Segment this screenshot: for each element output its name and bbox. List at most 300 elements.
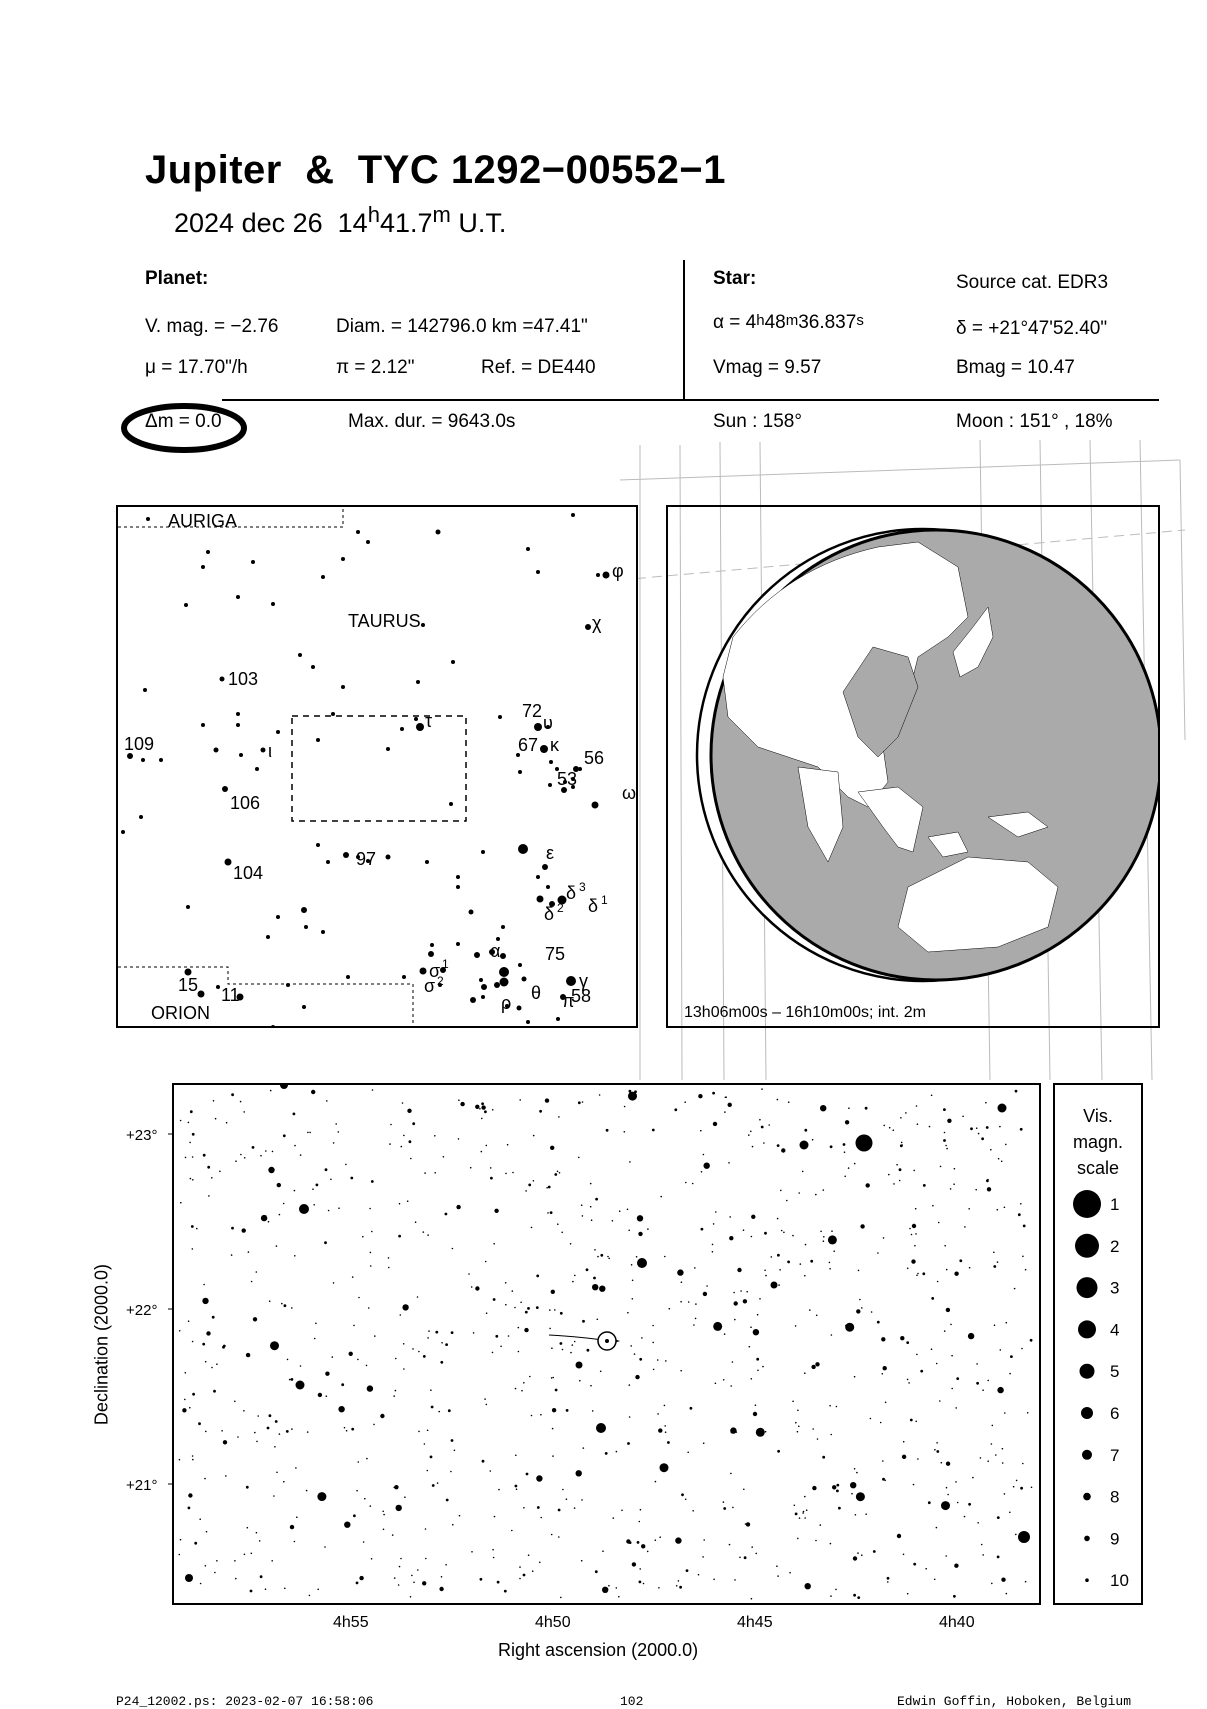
field-star <box>458 1138 460 1140</box>
field-star <box>552 1408 556 1412</box>
field-star <box>356 1582 359 1585</box>
field-star <box>558 1536 560 1538</box>
scale-value: 3 <box>1110 1278 1120 1298</box>
field-star <box>703 1154 705 1156</box>
field-star <box>373 1424 375 1426</box>
field-star <box>976 1127 978 1129</box>
field-star <box>925 1568 927 1570</box>
bright-star <box>296 1381 305 1390</box>
field-star <box>987 1460 989 1462</box>
field-star <box>976 1382 979 1385</box>
field-star <box>570 1243 572 1245</box>
field-star <box>525 1311 528 1314</box>
field-star <box>811 1365 815 1369</box>
field-star <box>307 1431 309 1433</box>
field-star <box>902 1455 906 1459</box>
field-star <box>751 1378 753 1380</box>
field-star <box>830 1434 832 1436</box>
field-star <box>518 1351 520 1353</box>
field-star <box>311 1090 315 1094</box>
bright-star <box>771 1282 778 1289</box>
field-star <box>982 1554 984 1556</box>
field-star <box>713 1223 715 1225</box>
event-dm: Δm = 0.0 <box>145 411 222 432</box>
field-star <box>639 1521 641 1523</box>
field-star <box>771 1256 773 1258</box>
scale-value: 9 <box>1110 1529 1120 1549</box>
field-star <box>768 1124 770 1126</box>
field-star <box>494 1209 498 1213</box>
field-star <box>1009 1373 1011 1375</box>
field-star <box>873 1550 876 1553</box>
field-star <box>778 1284 780 1286</box>
field-star <box>349 1352 353 1356</box>
field-star <box>531 1227 533 1229</box>
field-star <box>906 1341 909 1344</box>
field-star <box>294 1145 296 1147</box>
field-star <box>532 1570 534 1572</box>
field-star <box>777 1450 780 1453</box>
field-star <box>235 1160 237 1162</box>
field-star <box>903 1441 905 1443</box>
field-star <box>432 1484 435 1487</box>
field-star <box>736 1431 738 1433</box>
field-star <box>680 1370 682 1372</box>
star-label: 15 <box>178 975 199 995</box>
field-star <box>525 1190 527 1192</box>
field-star <box>402 1304 408 1310</box>
field-star <box>859 1299 861 1301</box>
field-star <box>368 1307 370 1309</box>
field-star <box>383 1514 385 1516</box>
field-star <box>812 1486 816 1490</box>
field-star <box>279 1214 281 1216</box>
field-star <box>781 1148 785 1152</box>
field-star <box>207 1166 210 1169</box>
field-star <box>612 1220 614 1222</box>
field-star <box>539 1562 541 1564</box>
field-star <box>795 1325 797 1327</box>
field-star <box>987 1380 989 1382</box>
field-star <box>471 1551 473 1553</box>
finder-stars <box>118 507 636 1026</box>
field-star <box>912 1224 916 1228</box>
field-star <box>559 1172 561 1174</box>
field-star <box>345 1164 347 1166</box>
field-star <box>764 1270 766 1272</box>
field-star <box>221 1430 223 1432</box>
field-star <box>188 1507 191 1510</box>
field-star <box>339 1407 343 1411</box>
event-datetime: 2024 dec 26 14$^h$41.7$^m$ U.T. <box>174 202 507 238</box>
bright-star <box>800 1141 809 1150</box>
field-star <box>681 1281 683 1283</box>
field-star <box>388 1257 390 1259</box>
field-star <box>857 1596 860 1599</box>
field-star <box>211 1177 213 1179</box>
field-star <box>594 1249 596 1251</box>
field-star <box>629 1416 631 1418</box>
field-star <box>753 1412 757 1416</box>
field-star <box>1002 1462 1004 1464</box>
field-star <box>418 1351 420 1353</box>
field-star <box>907 1593 909 1595</box>
field-star <box>533 1135 535 1137</box>
field-star <box>445 1213 448 1216</box>
field-star <box>333 1142 335 1144</box>
field-star <box>283 1134 286 1137</box>
field-star <box>638 1232 642 1236</box>
field-star <box>629 1161 631 1163</box>
field-star <box>897 1534 901 1538</box>
field-star <box>309 1132 311 1134</box>
field-star <box>515 1455 517 1457</box>
field-star <box>639 1568 641 1570</box>
field-star <box>900 1336 904 1340</box>
field-star <box>539 1110 542 1113</box>
field-star <box>222 1346 225 1349</box>
scale-value: 4 <box>1110 1320 1120 1340</box>
field-star <box>306 1490 308 1492</box>
field-star <box>395 1358 397 1360</box>
field-star <box>371 1558 373 1560</box>
field-star <box>514 1307 516 1309</box>
field-star <box>317 1589 319 1591</box>
field-star <box>277 1183 281 1187</box>
field-star <box>1021 1348 1023 1350</box>
field-star <box>270 1341 279 1350</box>
field-star <box>335 1123 337 1125</box>
scale-value: 10 <box>1110 1571 1129 1591</box>
field-star <box>640 1509 642 1511</box>
field-star <box>936 1363 938 1365</box>
field-star <box>751 1236 753 1238</box>
field-star <box>551 1347 553 1349</box>
field-star <box>759 1298 761 1300</box>
field-star <box>560 1342 563 1345</box>
field-star <box>789 1572 791 1574</box>
field-star <box>805 1244 807 1246</box>
field-star <box>505 1282 507 1284</box>
field-star <box>515 1485 518 1488</box>
field-star <box>712 1251 714 1253</box>
field-star <box>848 1107 850 1109</box>
field-star <box>755 1404 757 1406</box>
field-star <box>1004 1207 1006 1209</box>
field-star <box>400 1314 402 1316</box>
field-star <box>870 1418 872 1420</box>
field-star <box>482 1460 485 1463</box>
field-star <box>997 1516 1000 1519</box>
field-star <box>969 1267 971 1269</box>
field-star <box>216 1560 218 1562</box>
field-star <box>905 1112 907 1114</box>
field-star <box>911 1234 913 1236</box>
field-star <box>893 1129 895 1131</box>
field-star <box>658 1587 660 1589</box>
field-star <box>312 1188 314 1190</box>
field-star <box>325 1372 329 1376</box>
field-star <box>412 1122 415 1125</box>
field-star <box>1022 1256 1024 1258</box>
field-star <box>999 1126 1001 1128</box>
field-star <box>812 1428 814 1430</box>
field-star <box>451 1439 454 1442</box>
field-star <box>351 1428 354 1431</box>
field-star <box>907 1379 909 1381</box>
field-star <box>887 1581 889 1583</box>
field-star <box>993 1252 995 1254</box>
star-label: 2 <box>557 901 564 915</box>
field-star <box>468 1273 470 1275</box>
field-star <box>268 1167 274 1173</box>
field-star <box>972 1477 974 1479</box>
field-star <box>344 1522 350 1528</box>
field-star <box>401 1146 403 1148</box>
field-star <box>655 1539 657 1541</box>
field-star <box>341 1383 344 1386</box>
field-star <box>202 1343 205 1346</box>
field-star <box>190 1110 193 1113</box>
field-star <box>454 1450 456 1452</box>
field-star <box>417 1569 419 1571</box>
field-star <box>188 1122 190 1124</box>
field-star <box>632 1562 636 1566</box>
field-star <box>536 1275 539 1278</box>
field-star <box>745 1523 747 1525</box>
field-star <box>734 1301 738 1305</box>
field-star <box>940 1166 942 1168</box>
field-star <box>901 1142 903 1144</box>
field-star <box>389 1143 391 1145</box>
field-star <box>450 1471 452 1473</box>
planet-diam: Diam. = 142796.0 km =47.41" <box>336 316 588 337</box>
field-star <box>627 1209 629 1211</box>
field-star <box>318 1393 322 1397</box>
field-star <box>281 1303 283 1305</box>
scale-dot <box>1083 1493 1091 1501</box>
field-star <box>991 1583 993 1585</box>
field-star <box>265 1150 267 1152</box>
field-star <box>798 1426 800 1428</box>
field-star <box>910 1419 913 1422</box>
field-star <box>992 1425 994 1427</box>
field-star <box>576 1470 582 1476</box>
field-star <box>698 1574 700 1576</box>
star-label: σ <box>424 976 436 996</box>
field-star <box>629 1541 632 1544</box>
field-star <box>353 1325 355 1327</box>
star-label: ω <box>622 783 636 803</box>
field-star <box>637 1215 643 1221</box>
field-star <box>293 1113 296 1116</box>
field-star <box>486 1312 488 1314</box>
field-star <box>205 1431 207 1433</box>
field-star <box>276 1472 278 1474</box>
field-star <box>647 1551 649 1553</box>
field-star <box>665 1431 667 1433</box>
field-star <box>411 1575 413 1577</box>
field-star <box>1013 1486 1015 1488</box>
field-star <box>484 1110 487 1113</box>
field-star <box>899 1168 902 1171</box>
field-star <box>723 1501 725 1503</box>
field-star <box>802 1512 804 1514</box>
field-star <box>857 1552 859 1554</box>
field-star <box>994 1324 996 1326</box>
field-star <box>823 1240 825 1242</box>
constellation-label: AURIGA <box>168 511 238 531</box>
field-star <box>744 1556 747 1559</box>
star-label: χ <box>592 613 602 633</box>
field-star <box>213 1390 216 1393</box>
field-star <box>908 1382 910 1384</box>
field-star <box>547 1212 549 1214</box>
field-star <box>804 1372 806 1374</box>
field-star <box>363 1541 365 1543</box>
field-star <box>692 1510 694 1512</box>
field-star <box>606 1129 609 1132</box>
field-star <box>338 1207 340 1209</box>
field-star <box>267 1427 270 1430</box>
field-star <box>657 1413 659 1415</box>
bright-star <box>998 1104 1007 1113</box>
field-star <box>412 1348 414 1350</box>
field-star <box>519 1099 521 1101</box>
field-star <box>191 1225 194 1228</box>
field-star <box>250 1590 253 1593</box>
field-star <box>962 1116 964 1118</box>
field-star <box>599 1094 601 1096</box>
field-star <box>557 1171 559 1173</box>
field-star <box>403 1343 405 1345</box>
field-star <box>653 1369 655 1371</box>
field-star <box>452 1524 454 1526</box>
field-star <box>403 1135 405 1137</box>
bright-star <box>299 1204 309 1214</box>
bright-star <box>856 1135 873 1152</box>
field-star <box>593 1277 596 1280</box>
field-star <box>352 1276 354 1278</box>
star-delta: δ = +21°47'52.40" <box>956 318 1108 339</box>
field-star <box>883 1125 885 1127</box>
field-star <box>410 1158 412 1160</box>
field-star <box>715 1383 717 1385</box>
field-star <box>452 1248 454 1250</box>
field-star <box>855 1514 857 1516</box>
field-star <box>445 1564 447 1566</box>
field-star <box>820 1105 826 1111</box>
field-star <box>1030 1339 1033 1342</box>
field-star <box>954 1168 956 1170</box>
field-star <box>290 1525 294 1529</box>
field-star <box>275 1420 278 1423</box>
field-star <box>490 1167 492 1169</box>
field-star <box>928 1501 931 1504</box>
field-star <box>690 1407 693 1410</box>
field-star <box>981 1544 983 1546</box>
field-star <box>362 1236 364 1238</box>
field-star <box>1000 1349 1002 1351</box>
field-star <box>505 1304 507 1306</box>
field-star <box>909 1228 911 1230</box>
field-star <box>188 1493 192 1497</box>
field-star <box>732 1361 734 1363</box>
field-star <box>558 1509 561 1512</box>
field-star <box>853 1594 856 1597</box>
field-star <box>652 1342 654 1344</box>
field-star <box>856 1492 865 1501</box>
field-star <box>595 1570 598 1573</box>
field-star <box>562 1489 564 1491</box>
earth-globe <box>668 507 1158 1026</box>
field-star <box>545 1098 549 1102</box>
field-star <box>206 1331 210 1335</box>
field-star <box>829 1268 831 1270</box>
field-star <box>1001 1578 1005 1582</box>
field-star <box>369 1208 371 1210</box>
field-star <box>427 1337 429 1339</box>
field-star <box>815 1194 817 1196</box>
field-star <box>913 1484 915 1486</box>
field-star <box>664 1405 666 1407</box>
scale-value: 8 <box>1110 1487 1120 1507</box>
field-star <box>954 1564 958 1568</box>
field-star <box>804 1496 806 1498</box>
field-star <box>459 1515 461 1517</box>
field-star <box>951 1355 953 1357</box>
field-star <box>845 1325 847 1327</box>
field-star <box>364 1498 366 1500</box>
scale-dot <box>1075 1234 1099 1258</box>
field-star <box>1014 1288 1016 1290</box>
field-star <box>398 1584 400 1586</box>
field-star <box>529 1376 531 1378</box>
field-star <box>953 1595 956 1598</box>
field-star <box>486 1404 488 1406</box>
field-star <box>941 1501 950 1510</box>
field-star <box>695 1318 697 1320</box>
field-star <box>1006 1322 1008 1324</box>
field-star <box>560 1312 563 1315</box>
field-star <box>550 1146 554 1150</box>
field-star <box>586 1268 589 1271</box>
field-star <box>189 1142 191 1144</box>
scale-dot <box>1084 1536 1090 1542</box>
field-star <box>751 1215 755 1219</box>
field-star <box>566 1409 569 1412</box>
field-star <box>400 1558 402 1560</box>
field-star <box>885 1402 887 1404</box>
constellation-label: TAURUS <box>348 611 421 631</box>
scale-value: 1 <box>1110 1195 1120 1214</box>
field-star <box>797 1431 799 1433</box>
field-star <box>787 1261 790 1264</box>
field-star <box>248 1251 250 1253</box>
globe-view <box>666 505 1160 1028</box>
field-star <box>192 1133 195 1136</box>
star-label: 104 <box>233 863 264 883</box>
field-star <box>889 1127 891 1129</box>
field-star <box>257 1415 259 1417</box>
field-star <box>231 1093 234 1096</box>
field-star <box>1027 1412 1029 1414</box>
field-star <box>800 1263 802 1265</box>
field-star <box>296 1516 298 1518</box>
field-star <box>410 1596 412 1598</box>
field-star <box>777 1099 779 1101</box>
field-star <box>475 1105 479 1109</box>
